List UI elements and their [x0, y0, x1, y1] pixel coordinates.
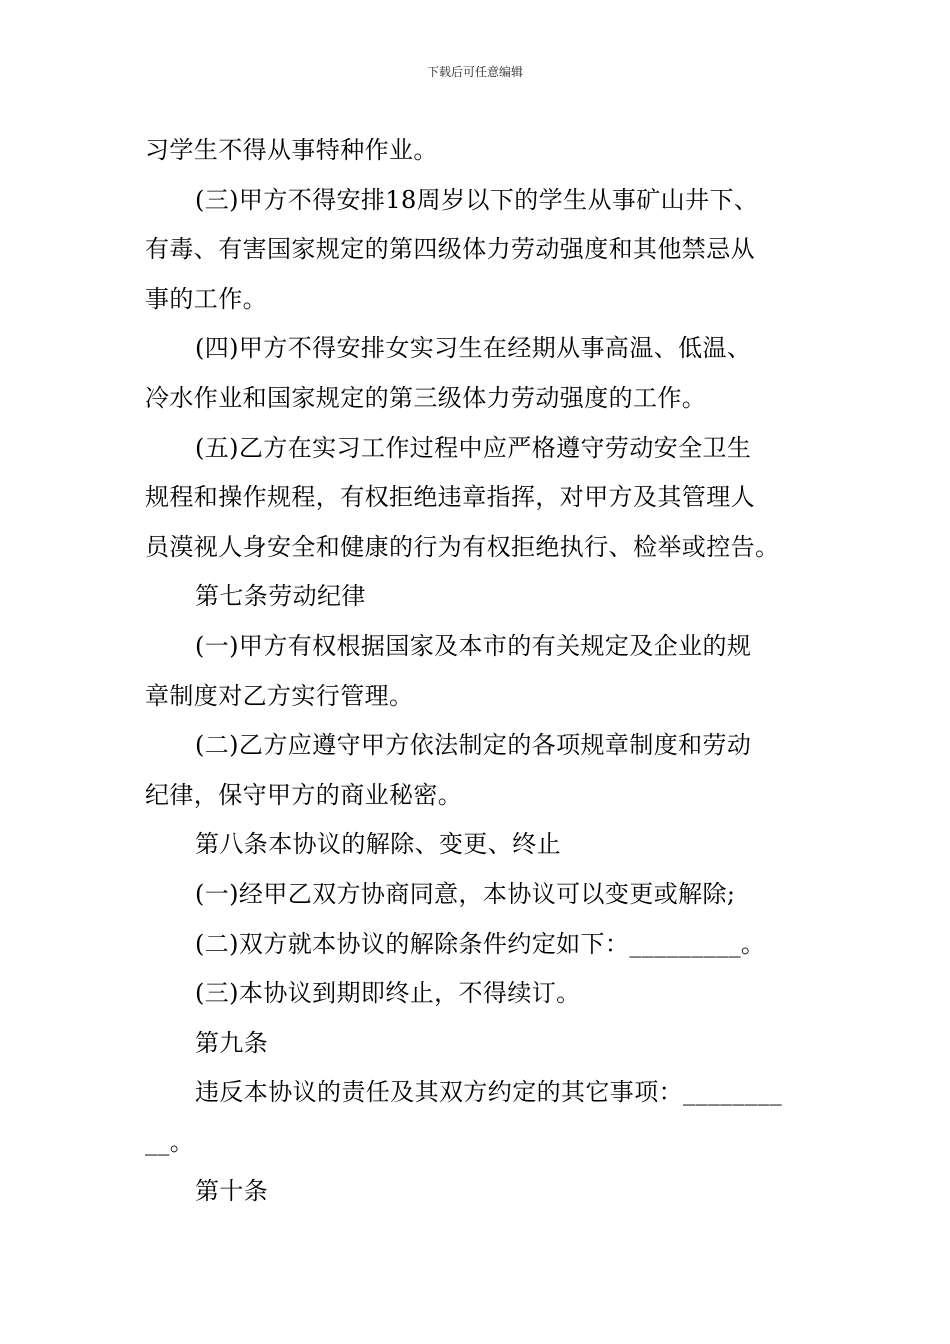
- paragraph-line: (二)乙方应遵守甲方依法制定的各项规章制度和劳动: [195, 731, 752, 760]
- paragraph-line: (一)甲方有权根据国家及本市的有关规定及企业的规: [195, 631, 752, 660]
- paragraph-line: 违反本协议的责任及其双方约定的其它事项：________: [195, 1078, 783, 1107]
- paragraph-line: (三)本协议到期即终止，不得续订。: [195, 979, 581, 1008]
- paragraph-line: 规程和操作规程，有权拒绝违章指挥，对甲方及其管理人: [145, 483, 755, 512]
- paragraph-line: (三)甲方不得安排18周岁以下的学生从事矿山井下、: [195, 185, 759, 214]
- document-body: [145, 126, 810, 1217]
- paragraph-line: 习学生不得从事特种作业。: [145, 136, 438, 164]
- article-heading: 第七条劳动纪律: [195, 582, 366, 611]
- paragraph-line: 冷水作业和国家规定的第三级体力劳动强度的工作。: [145, 383, 707, 412]
- article-heading: 第十条: [195, 1177, 269, 1206]
- paragraph-line: __。: [145, 1127, 195, 1156]
- paragraph-line: (五)乙方在实习工作过程中应严格遵守劳动安全卫生: [195, 433, 752, 462]
- paragraph-line: 纪律，保守甲方的商业秘密。: [145, 780, 463, 809]
- page-header: 下载后可任意编辑: [426, 65, 523, 79]
- paragraph-line: 事的工作。: [145, 284, 267, 313]
- paragraph-line: (一)经甲乙双方协商同意，本协议可以变更或解除;: [195, 879, 736, 908]
- article-heading: 第九条: [195, 1028, 269, 1057]
- paragraph-line: 员漠视人身安全和健康的行为有权拒绝执行、检举或控告。: [145, 532, 780, 561]
- paragraph-line: (四)甲方不得安排女实习生在经期从事高温、低温、: [195, 334, 752, 363]
- paragraph-line: (二)双方就本协议的解除条件约定如下：_________。: [195, 929, 766, 958]
- paragraph-line: 章制度对乙方实行管理。: [145, 681, 414, 710]
- article-heading: 第八条本协议的解除、变更、终止: [195, 830, 561, 859]
- paragraph-line: 有毒、有害国家规定的第四级体力劳动强度和其他禁忌从: [145, 235, 755, 264]
